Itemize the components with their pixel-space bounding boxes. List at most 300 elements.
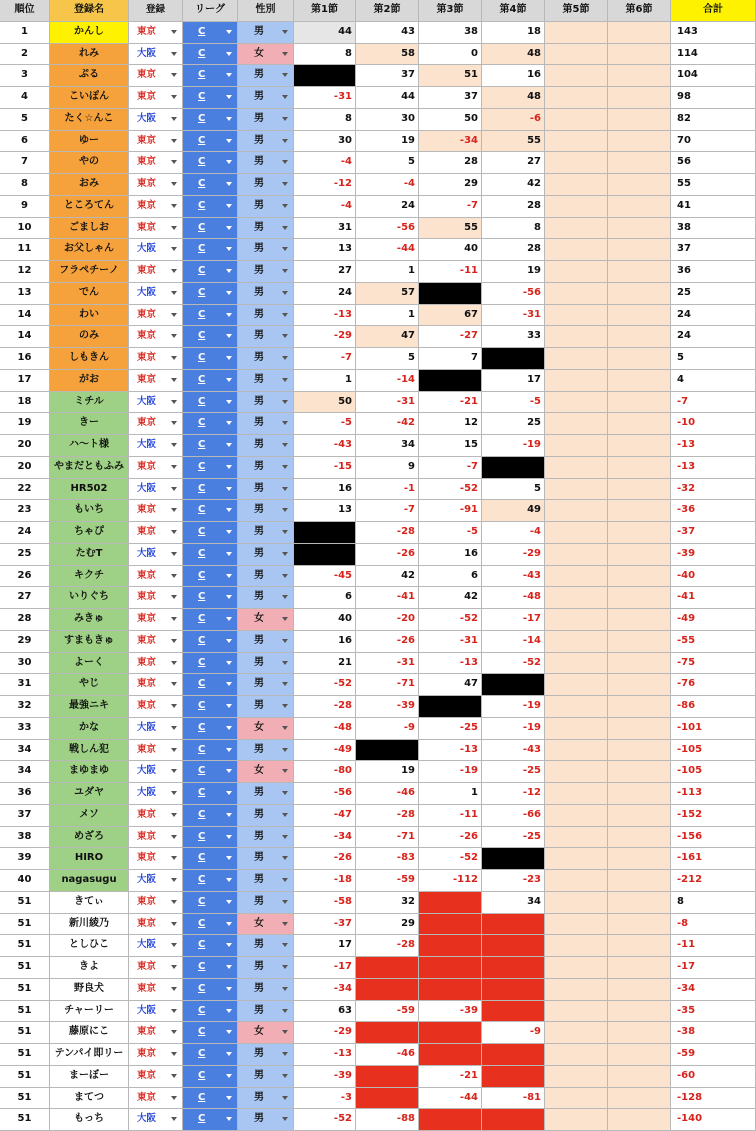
gender-dropdown[interactable] (238, 761, 294, 783)
section-5-score[interactable] (545, 544, 608, 566)
region-dropdown[interactable] (129, 479, 183, 501)
total-score[interactable]: -156 (671, 827, 756, 849)
section-1-score[interactable]: 8 (294, 44, 356, 66)
rank-cell[interactable]: 25 (0, 544, 50, 566)
section-3-score[interactable]: -91 (419, 500, 482, 522)
section-5-score[interactable] (545, 326, 608, 348)
section-5-score[interactable] (545, 848, 608, 870)
total-score[interactable]: -36 (671, 500, 756, 522)
total-score[interactable]: -41 (671, 587, 756, 609)
section-6-score[interactable] (608, 1109, 671, 1131)
rank-cell[interactable]: 22 (0, 479, 50, 501)
player-name-cell[interactable]: すまもきゅ (50, 631, 129, 653)
rank-cell[interactable]: 39 (0, 848, 50, 870)
section-2-score[interactable]: -39 (356, 696, 419, 718)
league-dropdown[interactable] (183, 370, 238, 392)
section-2-score[interactable]: 32 (356, 892, 419, 914)
section-2-score[interactable]: 1 (356, 305, 419, 327)
section-4-score[interactable]: 42 (482, 174, 545, 196)
total-score[interactable]: -7 (671, 392, 756, 414)
rank-cell[interactable]: 40 (0, 870, 50, 892)
league-dropdown[interactable] (183, 740, 238, 762)
league-dropdown[interactable] (183, 544, 238, 566)
section-3-score[interactable]: -52 (419, 848, 482, 870)
section-1-score[interactable]: -34 (294, 979, 356, 1001)
rank-cell[interactable]: 36 (0, 783, 50, 805)
gender-dropdown[interactable] (238, 914, 294, 936)
section-5-score[interactable] (545, 1022, 608, 1044)
section-2-score[interactable]: -56 (356, 218, 419, 240)
total-score[interactable]: 56 (671, 152, 756, 174)
section-6-score[interactable] (608, 870, 671, 892)
player-name-cell[interactable]: おみ (50, 174, 129, 196)
total-score[interactable]: -35 (671, 1001, 756, 1023)
region-dropdown[interactable] (129, 457, 183, 479)
total-score[interactable]: -8 (671, 914, 756, 936)
section-2-score[interactable]: 37 (356, 65, 419, 87)
gender-dropdown[interactable] (238, 653, 294, 675)
section-1-score[interactable]: -4 (294, 152, 356, 174)
total-score[interactable]: 98 (671, 87, 756, 109)
section-5-score[interactable] (545, 740, 608, 762)
section-6-score[interactable] (608, 261, 671, 283)
gender-dropdown[interactable] (238, 392, 294, 414)
section-5-score[interactable] (545, 979, 608, 1001)
section-2-score[interactable]: 24 (356, 196, 419, 218)
gender-dropdown[interactable] (238, 522, 294, 544)
league-dropdown[interactable] (183, 957, 238, 979)
section-4-score[interactable]: 8 (482, 218, 545, 240)
section-4-score[interactable] (482, 914, 545, 936)
section-5-score[interactable] (545, 914, 608, 936)
player-name-cell[interactable]: 戦しん犯 (50, 740, 129, 762)
gender-dropdown[interactable] (238, 283, 294, 305)
section-3-score[interactable]: -31 (419, 631, 482, 653)
section-1-score[interactable]: -26 (294, 848, 356, 870)
section-4-score[interactable]: -25 (482, 827, 545, 849)
gender-dropdown[interactable] (238, 44, 294, 66)
gender-dropdown[interactable] (238, 892, 294, 914)
league-dropdown[interactable] (183, 65, 238, 87)
gender-dropdown[interactable] (238, 935, 294, 957)
region-dropdown[interactable] (129, 1044, 183, 1066)
section-6-score[interactable] (608, 239, 671, 261)
league-dropdown[interactable] (183, 87, 238, 109)
league-dropdown[interactable] (183, 152, 238, 174)
section-3-score[interactable] (419, 957, 482, 979)
section-4-score[interactable]: -81 (482, 1088, 545, 1110)
league-dropdown[interactable] (183, 892, 238, 914)
section-6-score[interactable] (608, 22, 671, 44)
header-section-3[interactable]: 第3節 (419, 0, 482, 22)
section-1-score[interactable]: -29 (294, 326, 356, 348)
gender-dropdown[interactable] (238, 131, 294, 153)
section-3-score[interactable] (419, 914, 482, 936)
section-2-score[interactable]: -9 (356, 718, 419, 740)
gender-dropdown[interactable] (238, 413, 294, 435)
section-1-score[interactable]: 30 (294, 131, 356, 153)
total-score[interactable]: -101 (671, 718, 756, 740)
total-score[interactable]: -39 (671, 544, 756, 566)
section-2-score[interactable] (356, 1088, 419, 1110)
league-dropdown[interactable] (183, 827, 238, 849)
section-2-score[interactable]: -83 (356, 848, 419, 870)
section-4-score[interactable]: -52 (482, 653, 545, 675)
header-section-6[interactable]: 第6節 (608, 0, 671, 22)
section-6-score[interactable] (608, 392, 671, 414)
section-3-score[interactable]: 12 (419, 413, 482, 435)
gender-dropdown[interactable] (238, 805, 294, 827)
section-1-score[interactable]: -4 (294, 196, 356, 218)
section-4-score[interactable]: -48 (482, 587, 545, 609)
section-2-score[interactable]: -42 (356, 413, 419, 435)
league-dropdown[interactable] (183, 935, 238, 957)
player-name-cell[interactable]: ハ〜ト様 (50, 435, 129, 457)
region-dropdown[interactable] (129, 783, 183, 805)
section-5-score[interactable] (545, 152, 608, 174)
section-1-score[interactable]: -13 (294, 305, 356, 327)
player-name-cell[interactable]: ところてん (50, 196, 129, 218)
section-1-score[interactable]: 17 (294, 935, 356, 957)
rank-cell[interactable]: 6 (0, 131, 50, 153)
section-4-score[interactable]: 55 (482, 131, 545, 153)
gender-dropdown[interactable] (238, 261, 294, 283)
section-3-score[interactable]: -25 (419, 718, 482, 740)
rank-cell[interactable]: 7 (0, 152, 50, 174)
total-score[interactable]: 8 (671, 892, 756, 914)
section-5-score[interactable] (545, 435, 608, 457)
player-name-cell[interactable]: かな (50, 718, 129, 740)
section-1-score[interactable]: -47 (294, 805, 356, 827)
league-dropdown[interactable] (183, 566, 238, 588)
section-6-score[interactable] (608, 348, 671, 370)
region-dropdown[interactable] (129, 522, 183, 544)
section-6-score[interactable] (608, 979, 671, 1001)
section-5-score[interactable] (545, 196, 608, 218)
section-2-score[interactable] (356, 957, 419, 979)
player-name-cell[interactable]: としひこ (50, 935, 129, 957)
section-4-score[interactable]: 28 (482, 239, 545, 261)
gender-dropdown[interactable] (238, 1066, 294, 1088)
player-name-cell[interactable]: キクチ (50, 566, 129, 588)
rank-cell[interactable]: 27 (0, 587, 50, 609)
total-score[interactable]: -37 (671, 522, 756, 544)
region-dropdown[interactable] (129, 65, 183, 87)
section-1-score[interactable] (294, 544, 356, 566)
region-dropdown[interactable] (129, 87, 183, 109)
section-5-score[interactable] (545, 1001, 608, 1023)
section-1-score[interactable]: -37 (294, 914, 356, 936)
league-dropdown[interactable] (183, 914, 238, 936)
rank-cell[interactable]: 11 (0, 239, 50, 261)
section-1-score[interactable]: -18 (294, 870, 356, 892)
header-section-4[interactable]: 第4節 (482, 0, 545, 22)
section-2-score[interactable]: 58 (356, 44, 419, 66)
section-5-score[interactable] (545, 696, 608, 718)
region-dropdown[interactable] (129, 370, 183, 392)
section-2-score[interactable]: 30 (356, 109, 419, 131)
section-5-score[interactable] (545, 653, 608, 675)
section-4-score[interactable] (482, 935, 545, 957)
section-3-score[interactable]: -26 (419, 827, 482, 849)
league-dropdown[interactable] (183, 848, 238, 870)
league-dropdown[interactable] (183, 653, 238, 675)
league-dropdown[interactable] (183, 305, 238, 327)
section-2-score[interactable]: 42 (356, 566, 419, 588)
section-1-score[interactable]: 63 (294, 1001, 356, 1023)
total-score[interactable]: 24 (671, 326, 756, 348)
section-1-score[interactable]: -49 (294, 740, 356, 762)
rank-cell[interactable]: 17 (0, 370, 50, 392)
gender-dropdown[interactable] (238, 152, 294, 174)
section-6-score[interactable] (608, 196, 671, 218)
section-4-score[interactable] (482, 348, 545, 370)
section-6-score[interactable] (608, 218, 671, 240)
section-5-score[interactable] (545, 761, 608, 783)
section-3-score[interactable]: 50 (419, 109, 482, 131)
gender-dropdown[interactable] (238, 957, 294, 979)
league-dropdown[interactable] (183, 1109, 238, 1131)
section-5-score[interactable] (545, 500, 608, 522)
region-dropdown[interactable] (129, 435, 183, 457)
total-score[interactable]: -13 (671, 435, 756, 457)
section-3-score[interactable] (419, 1022, 482, 1044)
total-score[interactable]: -128 (671, 1088, 756, 1110)
section-6-score[interactable] (608, 1022, 671, 1044)
section-5-score[interactable] (545, 305, 608, 327)
section-6-score[interactable] (608, 674, 671, 696)
gender-dropdown[interactable] (238, 348, 294, 370)
player-name-cell[interactable]: めざろ (50, 827, 129, 849)
section-6-score[interactable] (608, 370, 671, 392)
league-dropdown[interactable] (183, 196, 238, 218)
section-2-score[interactable]: -7 (356, 500, 419, 522)
total-score[interactable]: -17 (671, 957, 756, 979)
player-name-cell[interactable]: きよ (50, 957, 129, 979)
section-4-score[interactable]: -43 (482, 566, 545, 588)
section-1-score[interactable]: 16 (294, 631, 356, 653)
section-2-score[interactable]: -31 (356, 392, 419, 414)
player-name-cell[interactable]: たく☆んこ (50, 109, 129, 131)
section-3-score[interactable]: -19 (419, 761, 482, 783)
region-dropdown[interactable] (129, 957, 183, 979)
section-2-score[interactable]: 57 (356, 283, 419, 305)
player-name-cell[interactable]: のみ (50, 326, 129, 348)
region-dropdown[interactable] (129, 348, 183, 370)
section-4-score[interactable]: 34 (482, 892, 545, 914)
header-gender[interactable]: 性別 (238, 0, 294, 22)
section-4-score[interactable]: 18 (482, 22, 545, 44)
section-4-score[interactable]: -43 (482, 740, 545, 762)
section-2-score[interactable]: 29 (356, 914, 419, 936)
section-4-score[interactable]: -14 (482, 631, 545, 653)
section-3-score[interactable] (419, 370, 482, 392)
section-5-score[interactable] (545, 218, 608, 240)
league-dropdown[interactable] (183, 979, 238, 1001)
section-6-score[interactable] (608, 413, 671, 435)
section-1-score[interactable]: 50 (294, 392, 356, 414)
section-5-score[interactable] (545, 674, 608, 696)
total-score[interactable]: 5 (671, 348, 756, 370)
player-name-cell[interactable]: まゆまゆ (50, 761, 129, 783)
rank-cell[interactable]: 20 (0, 457, 50, 479)
section-1-score[interactable]: 13 (294, 239, 356, 261)
section-6-score[interactable] (608, 522, 671, 544)
gender-dropdown[interactable] (238, 783, 294, 805)
gender-dropdown[interactable] (238, 435, 294, 457)
player-name-cell[interactable]: がお (50, 370, 129, 392)
gender-dropdown[interactable] (238, 827, 294, 849)
section-3-score[interactable]: 28 (419, 152, 482, 174)
section-4-score[interactable]: 5 (482, 479, 545, 501)
rank-cell[interactable]: 32 (0, 696, 50, 718)
region-dropdown[interactable] (129, 239, 183, 261)
gender-dropdown[interactable] (238, 566, 294, 588)
region-dropdown[interactable] (129, 805, 183, 827)
player-name-cell[interactable]: やまだともふみ (50, 457, 129, 479)
rank-cell[interactable]: 10 (0, 218, 50, 240)
player-name-cell[interactable]: きてぃ (50, 892, 129, 914)
section-5-score[interactable] (545, 479, 608, 501)
section-5-score[interactable] (545, 44, 608, 66)
league-dropdown[interactable] (183, 718, 238, 740)
section-2-score[interactable]: -28 (356, 935, 419, 957)
section-4-score[interactable] (482, 457, 545, 479)
region-dropdown[interactable] (129, 392, 183, 414)
section-3-score[interactable]: -44 (419, 1088, 482, 1110)
region-dropdown[interactable] (129, 653, 183, 675)
section-4-score[interactable] (482, 1001, 545, 1023)
section-6-score[interactable] (608, 805, 671, 827)
region-dropdown[interactable] (129, 44, 183, 66)
section-3-score[interactable]: 47 (419, 674, 482, 696)
rank-cell[interactable]: 26 (0, 566, 50, 588)
section-1-score[interactable]: 27 (294, 261, 356, 283)
player-name-cell[interactable]: 最強ニキ (50, 696, 129, 718)
section-4-score[interactable] (482, 979, 545, 1001)
total-score[interactable]: -75 (671, 653, 756, 675)
section-2-score[interactable] (356, 979, 419, 1001)
region-dropdown[interactable] (129, 174, 183, 196)
section-6-score[interactable] (608, 457, 671, 479)
region-dropdown[interactable] (129, 740, 183, 762)
player-name-cell[interactable]: やじ (50, 674, 129, 696)
league-dropdown[interactable] (183, 1022, 238, 1044)
gender-dropdown[interactable] (238, 109, 294, 131)
section-2-score[interactable]: -44 (356, 239, 419, 261)
section-5-score[interactable] (545, 631, 608, 653)
section-5-score[interactable] (545, 935, 608, 957)
player-name-cell[interactable]: よーく (50, 653, 129, 675)
player-name-cell[interactable]: いりぐち (50, 587, 129, 609)
rank-cell[interactable]: 5 (0, 109, 50, 131)
section-4-score[interactable]: 48 (482, 44, 545, 66)
section-1-score[interactable]: -13 (294, 1044, 356, 1066)
section-6-score[interactable] (608, 653, 671, 675)
section-6-score[interactable] (608, 761, 671, 783)
section-5-score[interactable] (545, 65, 608, 87)
gender-dropdown[interactable] (238, 22, 294, 44)
section-4-score[interactable]: 16 (482, 65, 545, 87)
player-name-cell[interactable]: フラペチーノ (50, 261, 129, 283)
total-score[interactable]: -40 (671, 566, 756, 588)
rank-cell[interactable]: 2 (0, 44, 50, 66)
rank-cell[interactable]: 14 (0, 326, 50, 348)
rank-cell[interactable]: 51 (0, 1022, 50, 1044)
gender-dropdown[interactable] (238, 1022, 294, 1044)
section-2-score[interactable]: -59 (356, 870, 419, 892)
section-2-score[interactable]: 19 (356, 761, 419, 783)
section-3-score[interactable]: 67 (419, 305, 482, 327)
player-name-cell[interactable]: やの (50, 152, 129, 174)
section-5-score[interactable] (545, 413, 608, 435)
region-dropdown[interactable] (129, 696, 183, 718)
region-dropdown[interactable] (129, 914, 183, 936)
league-dropdown[interactable] (183, 457, 238, 479)
total-score[interactable]: -161 (671, 848, 756, 870)
section-3-score[interactable]: 6 (419, 566, 482, 588)
section-6-score[interactable] (608, 152, 671, 174)
total-score[interactable]: -60 (671, 1066, 756, 1088)
total-score[interactable]: 104 (671, 65, 756, 87)
section-4-score[interactable] (482, 674, 545, 696)
section-1-score[interactable]: -12 (294, 174, 356, 196)
league-dropdown[interactable] (183, 413, 238, 435)
gender-dropdown[interactable] (238, 631, 294, 653)
section-6-score[interactable] (608, 87, 671, 109)
league-dropdown[interactable] (183, 1088, 238, 1110)
section-1-score[interactable]: 40 (294, 609, 356, 631)
region-dropdown[interactable] (129, 609, 183, 631)
gender-dropdown[interactable] (238, 870, 294, 892)
league-dropdown[interactable] (183, 1044, 238, 1066)
total-score[interactable]: -34 (671, 979, 756, 1001)
section-6-score[interactable] (608, 566, 671, 588)
gender-dropdown[interactable] (238, 87, 294, 109)
rank-cell[interactable]: 33 (0, 718, 50, 740)
section-1-score[interactable]: -48 (294, 718, 356, 740)
league-dropdown[interactable] (183, 261, 238, 283)
gender-dropdown[interactable] (238, 457, 294, 479)
gender-dropdown[interactable] (238, 1001, 294, 1023)
league-dropdown[interactable] (183, 109, 238, 131)
section-6-score[interactable] (608, 827, 671, 849)
section-4-score[interactable]: 27 (482, 152, 545, 174)
league-dropdown[interactable] (183, 131, 238, 153)
section-3-score[interactable]: 16 (419, 544, 482, 566)
player-name-cell[interactable]: わい (50, 305, 129, 327)
total-score[interactable]: 70 (671, 131, 756, 153)
player-name-cell[interactable]: れみ (50, 44, 129, 66)
section-5-score[interactable] (545, 892, 608, 914)
section-2-score[interactable] (356, 1066, 419, 1088)
player-name-cell[interactable]: ミチル (50, 392, 129, 414)
header-total[interactable]: 合計 (671, 0, 756, 22)
region-dropdown[interactable] (129, 1088, 183, 1110)
league-dropdown[interactable] (183, 500, 238, 522)
section-4-score[interactable] (482, 848, 545, 870)
section-6-score[interactable] (608, 109, 671, 131)
section-6-score[interactable] (608, 326, 671, 348)
section-2-score[interactable]: -59 (356, 1001, 419, 1023)
rank-cell[interactable]: 38 (0, 827, 50, 849)
rank-cell[interactable]: 51 (0, 935, 50, 957)
section-4-score[interactable]: -5 (482, 392, 545, 414)
section-3-score[interactable] (419, 935, 482, 957)
total-score[interactable]: 41 (671, 196, 756, 218)
section-6-score[interactable] (608, 1088, 671, 1110)
total-score[interactable]: 143 (671, 22, 756, 44)
